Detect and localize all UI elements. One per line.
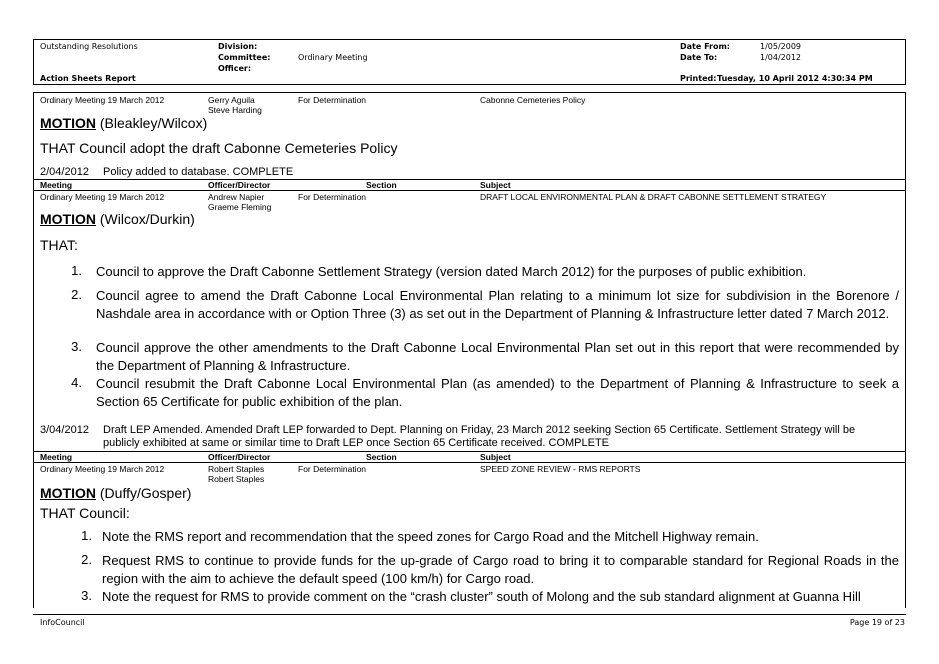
item1-meeting: Ordinary Meeting 19 March 2012 — [40, 95, 165, 105]
item2-section: For Determination — [298, 192, 367, 202]
item2-point-3-number: 3. — [71, 339, 82, 354]
item3-point-3-number: 3. — [81, 588, 92, 603]
item1-officer-1: Gerry Aguila — [208, 95, 255, 105]
item1-motion — [40, 115, 207, 131]
item2-point-4-text: Council resubmit the Draft Cabonne Local Environmental Plan (as amended) to the Department of Planning & Infrastructure to seek a Section 65 Certificate for public exhibition of the plan. — [96, 376, 899, 409]
item1-section: For Determination — [298, 95, 367, 105]
item2-point-3-text: Council approve the other amendments to the Draft Cabonne Local Environmental Plan set out in this report that were recommended by the Department of Planning & Infrastructure. — [96, 340, 899, 373]
col-header-section: Section — [366, 180, 397, 190]
item2-movers: (Wilcox/Durkin) — [96, 211, 195, 227]
col-header-2-bottom-rule — [33, 462, 906, 463]
col-header-bottom-rule — [33, 190, 906, 191]
item1-resolution-text: THAT Council adopt the draft Cabonne Cemeteries Policy — [40, 140, 398, 156]
officer-label: Officer: — [218, 64, 252, 73]
committee-value: Ordinary Meeting — [298, 53, 368, 62]
footer-rule — [33, 614, 906, 615]
item3-motion — [40, 485, 191, 501]
col-header-officer: Officer/Director — [208, 180, 271, 190]
item2-officer-1: Andrew Napier — [208, 192, 265, 202]
col-header-2-meeting: Meeting — [40, 452, 73, 462]
date-to-label: Date To: — [680, 53, 718, 62]
date-from-label: Date From: — [680, 42, 731, 51]
col-header-subject: Subject — [480, 180, 511, 190]
item2-that: THAT: — [40, 237, 78, 253]
item2-point-4-number: 4. — [71, 375, 82, 390]
col-header-2-top-rule — [33, 451, 906, 452]
item3-point-2-number: 2. — [81, 552, 92, 567]
item2-point-1-text: Council to approve the Draft Cabonne Settlement Strategy (version dated March 2012) for the purposes of public exhibition. — [96, 264, 807, 279]
item3-subject: SPEED ZONE REVIEW - RMS REPORTS — [480, 464, 641, 474]
printed-value: Tuesday, 10 April 2012 4:30:34 PM — [717, 74, 873, 83]
item3-section: For Determination — [298, 464, 367, 474]
col-header-2-section: Section — [366, 452, 397, 462]
item2-officer-2: Graeme Fleming — [208, 202, 272, 212]
committee-label: Committee: — [218, 53, 271, 62]
item3-that: THAT Council: — [40, 505, 130, 521]
item2-action-date: 3/04/2012 — [40, 424, 89, 436]
item3-motion-word: MOTION — [40, 485, 96, 501]
item3-officer-1: Robert Staples — [208, 464, 265, 474]
item2-point-1-number: 1. — [71, 263, 82, 278]
footer-brand: InfoCouncil — [40, 618, 85, 627]
printed-label: Printed: — [680, 74, 717, 83]
item1-action-date: 2/04/2012 — [40, 166, 89, 178]
item1-motion-word: MOTION — [40, 115, 96, 131]
col-header-meeting: Meeting — [40, 180, 73, 190]
col-header-2-officer: Officer/Director — [208, 452, 271, 462]
date-to-value: 1/04/2012 — [760, 53, 802, 62]
item1-subject: Cabonne Cemeteries Policy — [480, 95, 586, 105]
item2-motion — [40, 211, 195, 227]
col-header-2-subject: Subject — [480, 452, 511, 462]
item3-point-3-text: Note the request for RMS to provide comment on the “crash cluster” south of Molong and the sub standard alignment at Guanna Hill — [102, 589, 861, 604]
item2-point-2-number: 2. — [71, 287, 82, 302]
item3-point-1-number: 1. — [81, 528, 92, 543]
date-from-value: 1/05/2009 — [760, 42, 802, 51]
item3-point-2-text: Request RMS to continue to provide funds for the up-grade of Cargo road to bring it to comparable standard for Regional Roads in the region with the aim to achieve the default speed (100 km/h) for Cargo road. — [102, 553, 899, 586]
outstanding-label: Outstanding Resolutions — [40, 42, 138, 51]
item3-movers: (Duffy/Gosper) — [96, 485, 192, 501]
item2-meeting: Ordinary Meeting 19 March 2012 — [40, 192, 165, 202]
col-header-top-rule — [33, 179, 906, 180]
division-label: Division: — [218, 42, 258, 51]
item2-action-text: Draft LEP Amended. Amended Draft LEP forwarded to Dept. Planning on Friday, 23 March 2012 seeking Section 65 Certificate. Settlement Strategy will be publicly exhibited at same or similar time to Draft LEP once Section 65 Certificate received. COMPLETE — [103, 424, 856, 449]
item1-action-text: Policy added to database. COMPLETE — [103, 166, 294, 178]
item3-officer-2: Robert Staples — [208, 474, 265, 484]
item3-point-1-text: Note the RMS report and recommendation that the speed zones for Cargo Road and the Mitchell Highway remain. — [102, 529, 759, 544]
footer-page-number: Page 19 of 23 — [849, 618, 905, 627]
report-title: Action Sheets Report — [40, 74, 136, 83]
item2-point-2-text: Council agree to amend the Draft Cabonne Local Environmental Plan relating to a minimum lot size for subdivision in the Borenore / Nashdale area in accordance with or Option Three (3) as set out in the Department of Planning & Infrastructure letter dated 7 March 2012. — [96, 288, 899, 321]
item1-officer-2: Steve Harding — [208, 105, 262, 115]
item2-subject: DRAFT LOCAL ENVIRONMENTAL PLAN & DRAFT CABONNE SETTLEMENT STRATEGY — [480, 192, 827, 202]
item1-movers: (Bleakley/Wilcox) — [96, 115, 208, 131]
item2-motion-word: MOTION — [40, 211, 96, 227]
item3-meeting: Ordinary Meeting 19 March 2012 — [40, 464, 165, 474]
